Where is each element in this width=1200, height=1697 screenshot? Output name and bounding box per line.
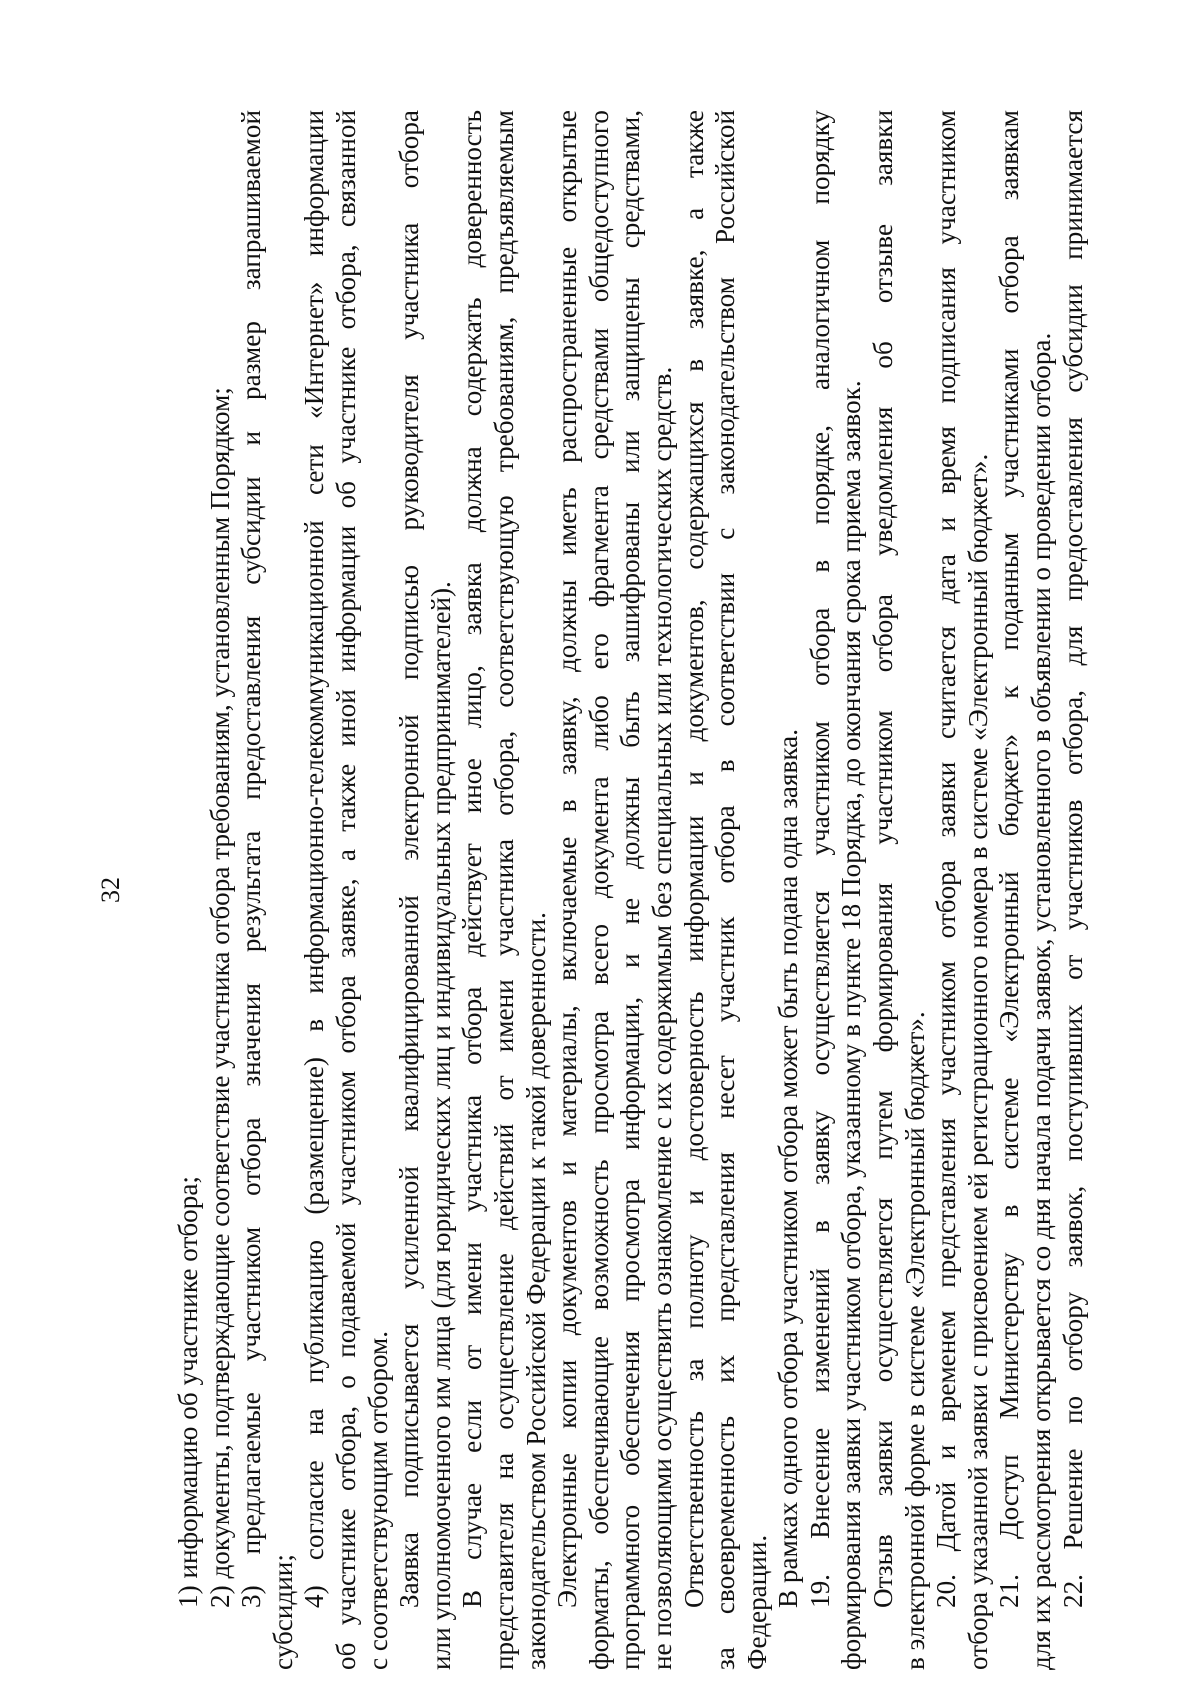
text-line: Ответственность за полноту и достоверность информации и документов, содержащихся в заявке, а также [678,110,709,1608]
text-line: 2) документы, подтверждающие соответствие участника отбора требованиям, установленным Порядком; [204,387,235,1608]
text-line: 22. Решение по отбору заявок, поступивших от участников отбора, для предоставления субсидии принимается [1057,110,1088,1608]
text-line: в электронной форме в системе «Электронный бюджет». [899,1011,930,1670]
rotated-text-block [95,110,1095,1670]
text-line: Отзыв заявки осуществляется путем формирования участником отбора уведомления об отзыве заявки [868,110,899,1608]
text-line: В случае если от имени участника отбора действует иное лицо, заявка должна содержать доверенность [457,110,488,1608]
text-line: формирования заявки участником отбора, указанному в пункте 18 Порядка, до окончания срока приема заявок. [836,380,867,1670]
text-line: законодательством Российской Федерации к такой доверенности. [520,912,551,1670]
text-line: 4) согласие на публикацию (размещение) в информационно-телекоммуникационной сети «Интернет» информации [299,110,330,1608]
page-number: 32 [96,877,125,903]
text-line: программного обеспечения просмотра информации, и не должны быть зашифрованы или защищены средствами, [615,110,646,1670]
text-line: с соответствующим отбором. [362,1330,393,1670]
text-line: Заявка подписывается усиленной квалифицированной электронной подписью руководителя участника отбора [394,110,425,1608]
document-body [173,110,1089,1670]
text-line: Электронные копии документов и материалы, включаемые в заявку, должны иметь распространенные открытые [552,110,583,1608]
text-line: субсидии; [267,1554,298,1670]
text-line: для их рассмотрения открывается со дня начала подачи заявок, установленного в объявлении о проведении отбора. [1026,332,1057,1670]
text-line: В рамках одного отбора участником отбора может быть подана одна заявка. [773,729,804,1608]
text-line: за своевременность их представления несет участник отбора в соответствии с законодательством Российской [710,110,741,1670]
text-line: 21. Доступ Министерству в системе «Электронный бюджет» к поданным участниками отбора заявкам [994,110,1025,1608]
text-line: 3) предлагаемые участником отбора значения результата предоставления субсидии и размер запрашиваемой [236,110,267,1608]
text-line: не позволяющими осуществить ознакомление с их содержимым без специальных или технологических средств. [646,366,677,1670]
text-line: представителя на осуществление действий от имени участника отбора, соответствующую требованиям, предъявляемым [488,110,519,1670]
text-line: Федерации. [741,1534,772,1670]
text-line: 1) информацию об участнике отбора; [173,1176,203,1608]
text-line: отбора указанной заявки с присвоением ей регистрационного номера в системе «Электронный бюджет». [962,453,993,1670]
text-line: об участнике отбора, о подаваемой участником отбора заявке, а также иной информации об участнике отбора, связанной [330,110,361,1670]
text-line: 19. Внесение изменений в заявку осуществляется участником отбора в порядке, аналогичном порядку [804,110,835,1608]
text-line: 20. Датой и временем представления участником отбора заявки считается дата и время подписания участником [931,110,962,1608]
text-line: форматы, обеспечивающие возможность просмотра всего документа либо его фрагмента средствами общедоступного [583,110,614,1670]
text-line: или уполномоченного им лица (для юридических лиц и индивидуальных предпринимателей). [425,581,456,1670]
